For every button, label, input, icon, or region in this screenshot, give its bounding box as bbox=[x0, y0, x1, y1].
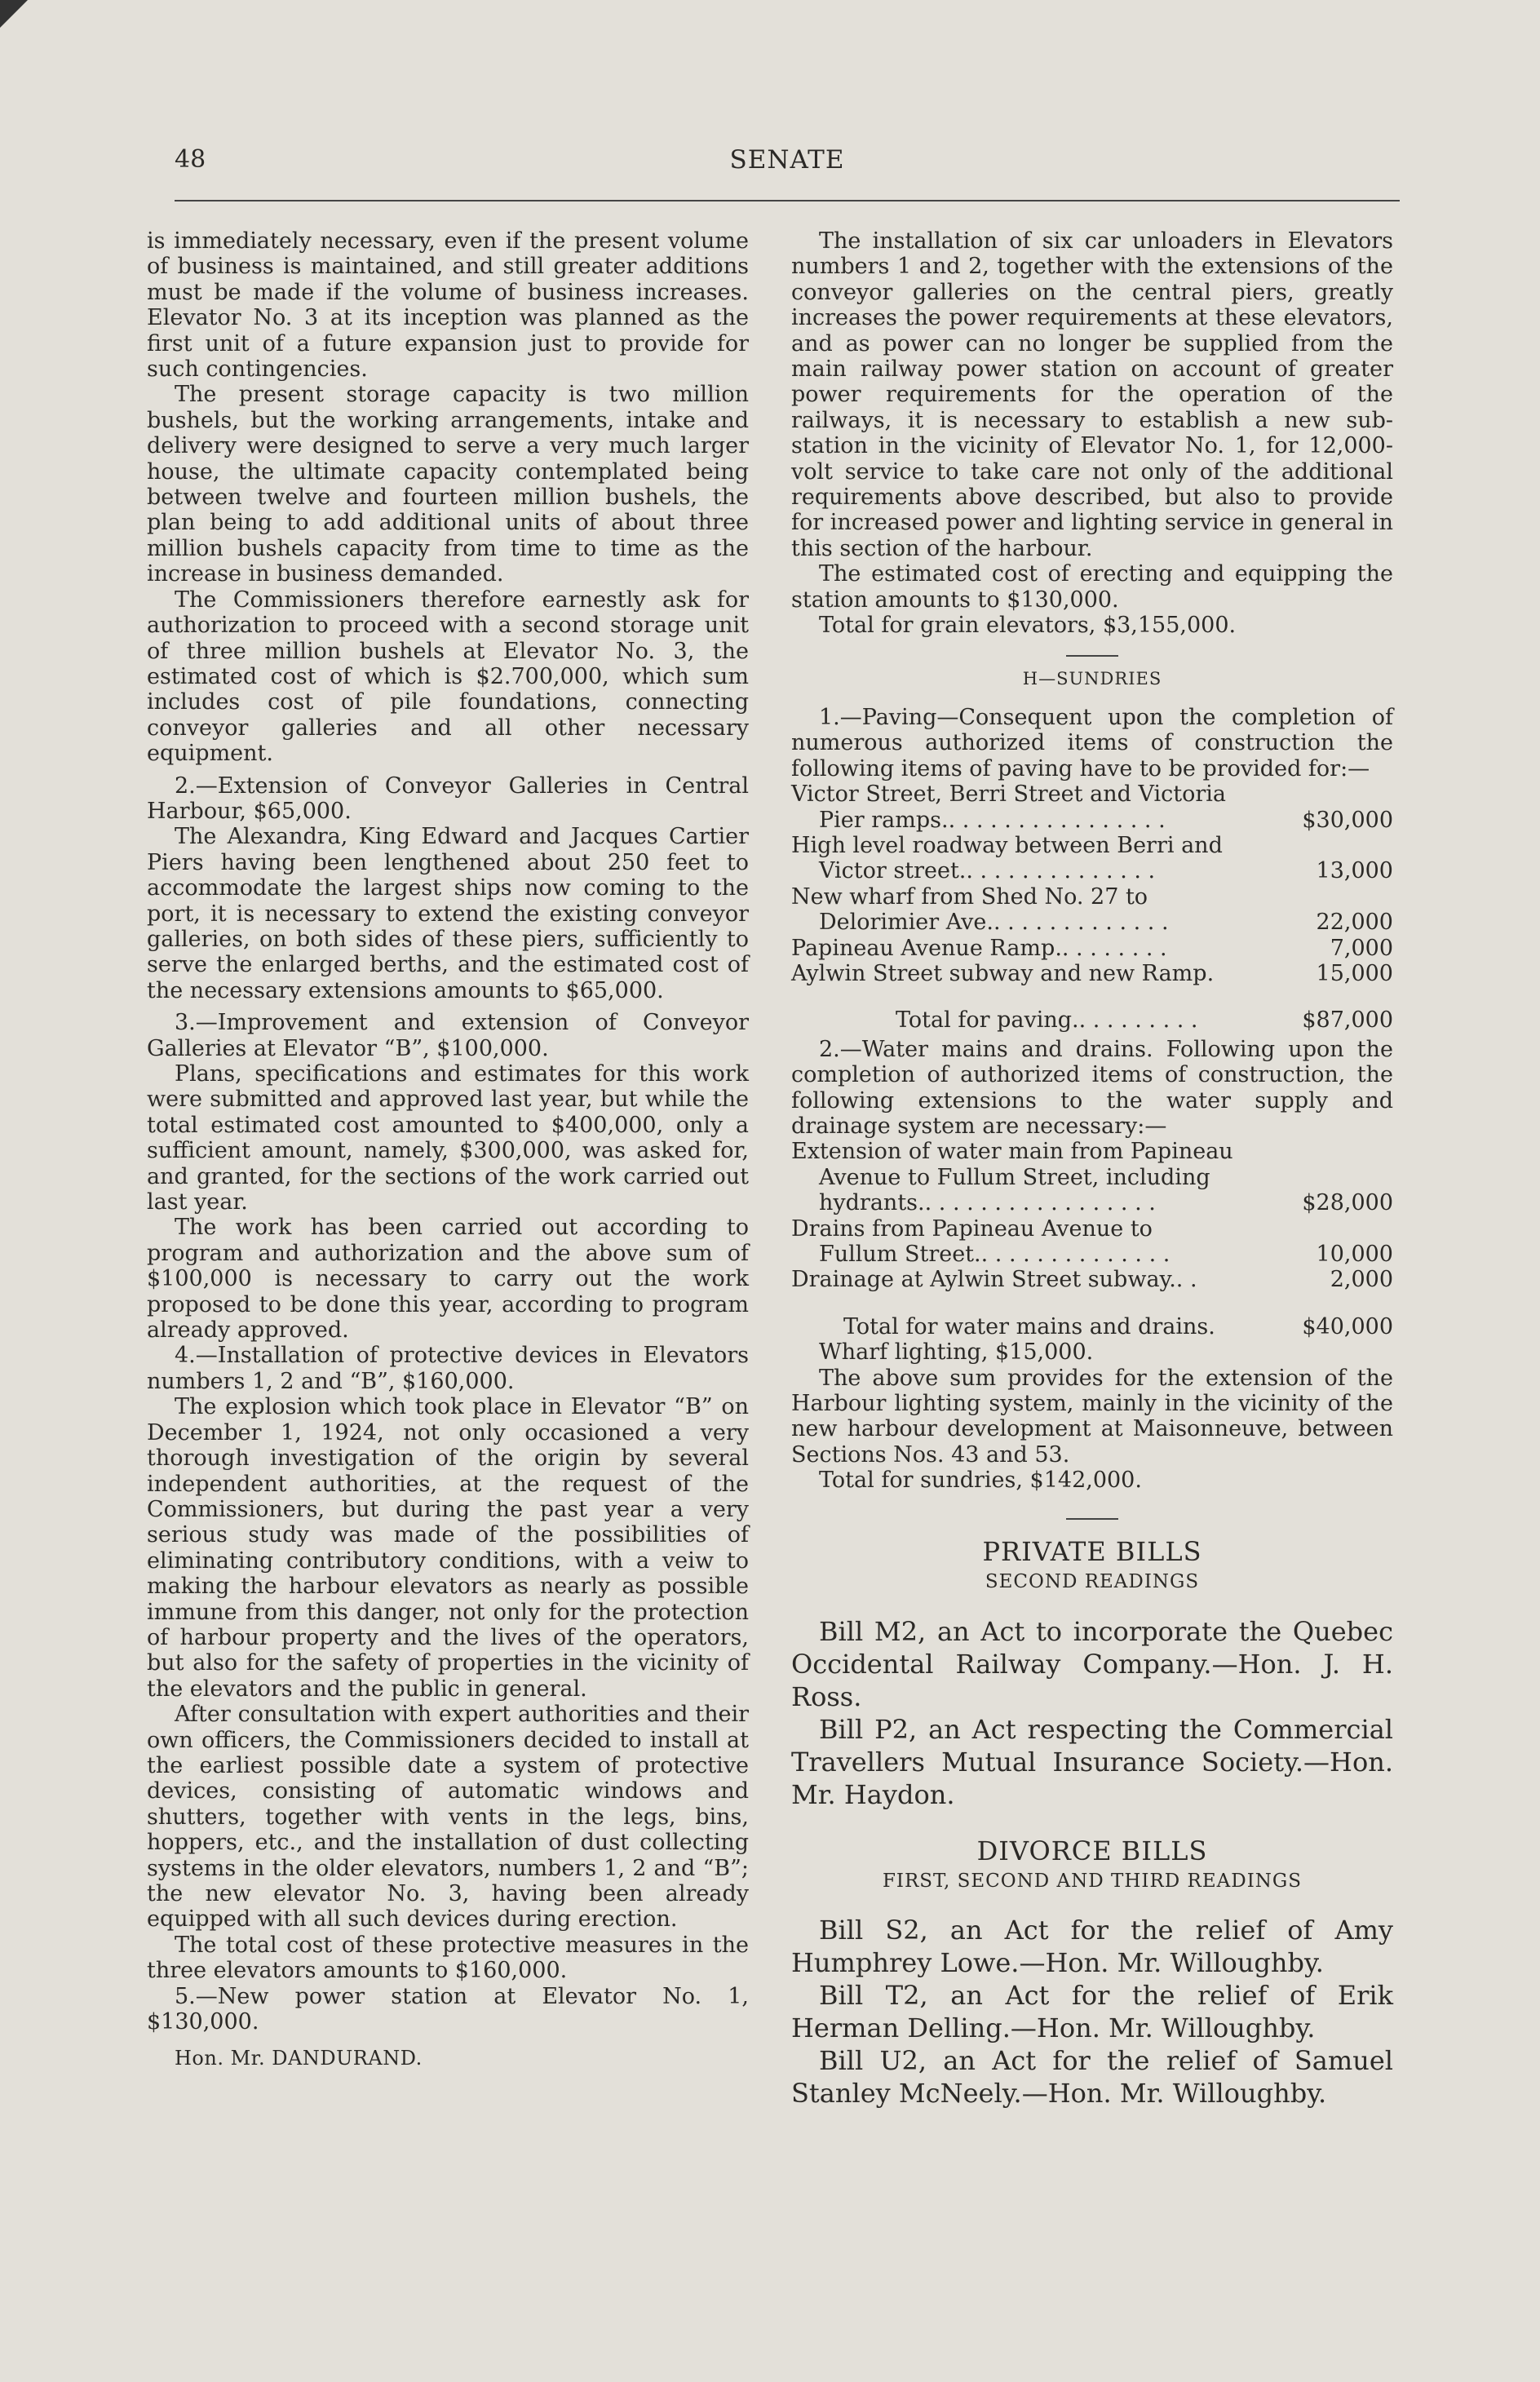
paragraph: Wharf lighting, $15,000. bbox=[819, 1339, 1094, 1366]
item-heading: 2.—Extension of Conveyor Galleries in Central Harbour, $65,000. bbox=[147, 773, 749, 824]
private-bills-heading: PRIVATE BILLS bbox=[982, 1535, 1202, 1567]
section-divider bbox=[1066, 1518, 1118, 1520]
water-row bbox=[791, 1216, 1393, 1268]
paving-row-label: Aylwin Street subway and new Ramp. bbox=[791, 960, 1215, 986]
paving-row-amount: 22,000 bbox=[1316, 910, 1393, 936]
water-row bbox=[791, 1267, 1393, 1292]
header-rule bbox=[175, 200, 1400, 201]
water-row-amount: $28,000 bbox=[1302, 1190, 1393, 1216]
paving-row-amount: $30,000 bbox=[1302, 807, 1393, 833]
paving-row-label-cont: Pier ramps.. . . . . . . . . . . . . . . . bbox=[819, 807, 1166, 833]
sundries-total: Total for sundries, $142,000. bbox=[819, 1468, 1142, 1494]
paving-row-label: Victor Street, Berri Street and Victoria bbox=[791, 781, 1226, 808]
water-row-label: Drains from Papineau Avenue to bbox=[791, 1215, 1153, 1242]
paragraph: is immediately necessary, even if the present volume of business is maintained, and still greater additions must be made if the volume of business increases. Elevator No. 3 at its inception was planned as the first unit of a future expansion just to provide for such contingencies. bbox=[147, 228, 749, 383]
paragraph: The Commissioners therefore earnestly ask for authorization to proceed with a second storage unit of three million bushels at Elevator No. 3, the estimated cost of which is $2.700,000, which sum includes cost of pile foundations, connecting conveyor galleries and all other necessary equipment. bbox=[147, 587, 749, 767]
paragraph: The Alexandra, King Edward and Jacques Cartier Piers having been lengthened about 250 feet to accommodate the largest ships now coming to the port, it is necessary to extend the existing conveyor galleries, on both sides of these piers, sufficiently to serve the enlarged berths, and the estimated cost of the necessary extensions amounts to $65,000. bbox=[147, 824, 749, 1003]
paving-row-label-cont: Victor street.. . . . . . . . . . . . . . bbox=[819, 858, 1156, 884]
paving-row-label: High level roadway between Berri and bbox=[791, 832, 1223, 858]
item-heading: 4.—Installation of protective devices in Elevators numbers 1, 2 and “B”, $160,000. bbox=[147, 1343, 749, 1394]
paragraph: Plans, specifications and estimates for this work were submitted and approved last year, but while the total estimated cost amounted to $400,000, only a sufficient amount, namely, $300,000, was asked for, and granted, for the sections of the work carried out last year. bbox=[147, 1061, 749, 1215]
bill-entry: Bill M2, an Act to incorporate the Quebec Occidental Railway Company.—Hon. J. H. Ross. bbox=[791, 1615, 1393, 1712]
paving-total-label: Total for paving.. . . . . . . . . bbox=[896, 1007, 1198, 1034]
water-row-label: Extension of water main from Papineau bbox=[791, 1139, 1233, 1165]
paving-row bbox=[791, 781, 1393, 833]
paving-row bbox=[791, 884, 1393, 936]
water-row-amount: 10,000 bbox=[1316, 1242, 1393, 1268]
water-table bbox=[791, 1139, 1393, 1339]
water-row-label-cont: Fullum Street.. . . . . . . . . . . . . . bbox=[819, 1242, 1170, 1268]
paving-row bbox=[791, 936, 1393, 961]
water-total-label: Total for water mains and drains. bbox=[843, 1313, 1215, 1339]
item-heading: 3.—Improvement and extension of Conveyor Galleries at Elevator “B”, $100,000. bbox=[147, 1010, 749, 1061]
private-bills-list bbox=[791, 1615, 1393, 1811]
water-intro: 2.—Water mains and drains. Following upon the completion of authorized items of construction, the following extensions to the water supply and drainage system are necessary:— bbox=[791, 1036, 1393, 1139]
section-divider bbox=[1066, 655, 1118, 657]
bill-entry: Bill U2, an Act for the relief of Samuel Stanley McNeely.—Hon. Mr. Willoughby. bbox=[791, 2045, 1393, 2110]
paragraph: The present storage capacity is two million bushels, but the working arrangements, intake and delivery were designed to serve a very much larger house, the ultimate capacity contemplated being between twelve and fourteen million bushels, the plan being to add additional units of about three million bushels capacity from time to time as the increase in business demanded. bbox=[147, 382, 749, 587]
right-column bbox=[791, 228, 1393, 2110]
paving-total-row bbox=[791, 1007, 1393, 1033]
water-row-label-cont: Avenue to Fullum Street, including bbox=[819, 1164, 1210, 1190]
grain-total: Total for grain elevators, $3,155,000. bbox=[819, 613, 1237, 639]
paragraph: The explosion which took place in Elevator “B” on December 1, 1924, not only occasioned a very thorough investigation of the origin by several independent authorities, at the request of the Commissioners, but during the past year a very serious study was made of the possibilities of eliminating contributory conditions, with a veiw to making the harbour elevators as nearly as possible immune from this danger, not only for the protection of harbour property and the lives of the operators, but also for the safety of properties in the vicinity of the elevators and the public in general. bbox=[147, 1394, 749, 1702]
water-total-amount: $40,000 bbox=[1302, 1313, 1393, 1339]
water-total-row bbox=[791, 1314, 1393, 1339]
paving-row bbox=[791, 961, 1393, 986]
paragraph: The installation of six car unloaders in Elevators numbers 1 and 2, together with the extensions of the conveyor galleries on the central piers, greatly increases the power requirements at these elevators, and as power can no longer be supplied from the main railway power station on account of greater power requirements for the operation of the railways, it is necessary to establish a new sub-station in the vicinity of Elevator No. 1, for 12,000-volt service to take care not only of the additional requirements above described, but also to provide for increased power and lighting service in general in this section of the harbour. bbox=[791, 228, 1393, 561]
paving-intro: 1.—Paving—Consequent upon the completion of numerous authorized items of construction the following items of paving have to be provided for:— bbox=[791, 704, 1393, 781]
left-column bbox=[147, 228, 749, 2072]
bill-entry: Bill S2, an Act for the relief of Amy Humphrey Lowe.—Hon. Mr. Willoughby. bbox=[791, 1915, 1393, 1979]
paving-row-label: Papineau Avenue Ramp.. . . . . . . . bbox=[791, 935, 1167, 961]
paragraph: The above sum provides for the extension of the Harbour lighting system, mainly in the vicinity of the new harbour development at Maisonneuve, between Sections Nos. 43 and 53. bbox=[791, 1365, 1393, 1468]
paving-row-label-cont: Delorimier Ave.. . . . . . . . . . . . . bbox=[819, 910, 1169, 936]
page-header bbox=[175, 145, 1400, 183]
item-heading: 5.—New power station at Elevator No. 1, $130,000. bbox=[147, 1983, 749, 2035]
page-title: SENATE bbox=[729, 145, 845, 175]
paragraph: The estimated cost of erecting and equipping the station amounts to $130,000. bbox=[791, 561, 1393, 613]
divorce-bills-heading: DIVORCE BILLS bbox=[976, 1835, 1208, 1866]
water-row bbox=[791, 1139, 1393, 1215]
paragraph: The total cost of these protective measures in the three elevators amounts to $160,000. bbox=[147, 1932, 749, 1984]
divorce-bills-subheading: FIRST, SECOND AND THIRD READINGS bbox=[882, 1870, 1303, 1892]
water-row-amount: 2,000 bbox=[1330, 1267, 1393, 1293]
paving-row-label: New wharf from Shed No. 27 to bbox=[791, 883, 1148, 910]
paving-total-amount: $87,000 bbox=[1302, 1007, 1393, 1034]
water-row-label-cont: hydrants.. . . . . . . . . . . . . . . . . bbox=[819, 1190, 1156, 1216]
bill-entry: Bill P2, an Act respecting the Commercial Travellers Mutual Insurance Society.—Hon. Mr. Haydon. bbox=[791, 1713, 1393, 1810]
paving-row-amount: 7,000 bbox=[1330, 935, 1393, 961]
bill-entry: Bill T2, an Act for the relief of Erik Herman Delling.—Hon. Mr. Willoughby. bbox=[791, 1980, 1393, 2044]
section-heading: H—SUNDRIES bbox=[1022, 668, 1162, 688]
private-bills-subheading: SECOND READINGS bbox=[985, 1571, 1200, 1593]
water-row-label: Drainage at Aylwin Street subway.. . bbox=[791, 1267, 1197, 1293]
page-corner-mark bbox=[0, 0, 28, 28]
paving-row bbox=[791, 833, 1393, 884]
paving-row-amount: 13,000 bbox=[1316, 858, 1393, 884]
divorce-bills-list bbox=[791, 1914, 1393, 2110]
paving-row-amount: 15,000 bbox=[1316, 960, 1393, 986]
paving-table bbox=[791, 781, 1393, 1034]
paragraph: The work has been carried out according to program and authorization and the above sum of $100,000 is necessary to carry out the work proposed to be done this year, according to program already approved. bbox=[147, 1215, 749, 1344]
speaker-signature: Hon. Mr. DANDURAND. bbox=[175, 2047, 423, 2070]
paragraph: After consultation with expert authorities and their own officers, the Commissioners decided to install at the earliest possible date a system of protective devices, consisting of automatic windows and shutters, together with vents in the legs, bins, hoppers, etc., and the installation of dust collecting systems in the older elevators, numbers 1, 2 and “B”; the new elevator No. 3, having been already equipped with all such devices during erection. bbox=[147, 1702, 749, 1933]
page-number: 48 bbox=[175, 145, 206, 174]
